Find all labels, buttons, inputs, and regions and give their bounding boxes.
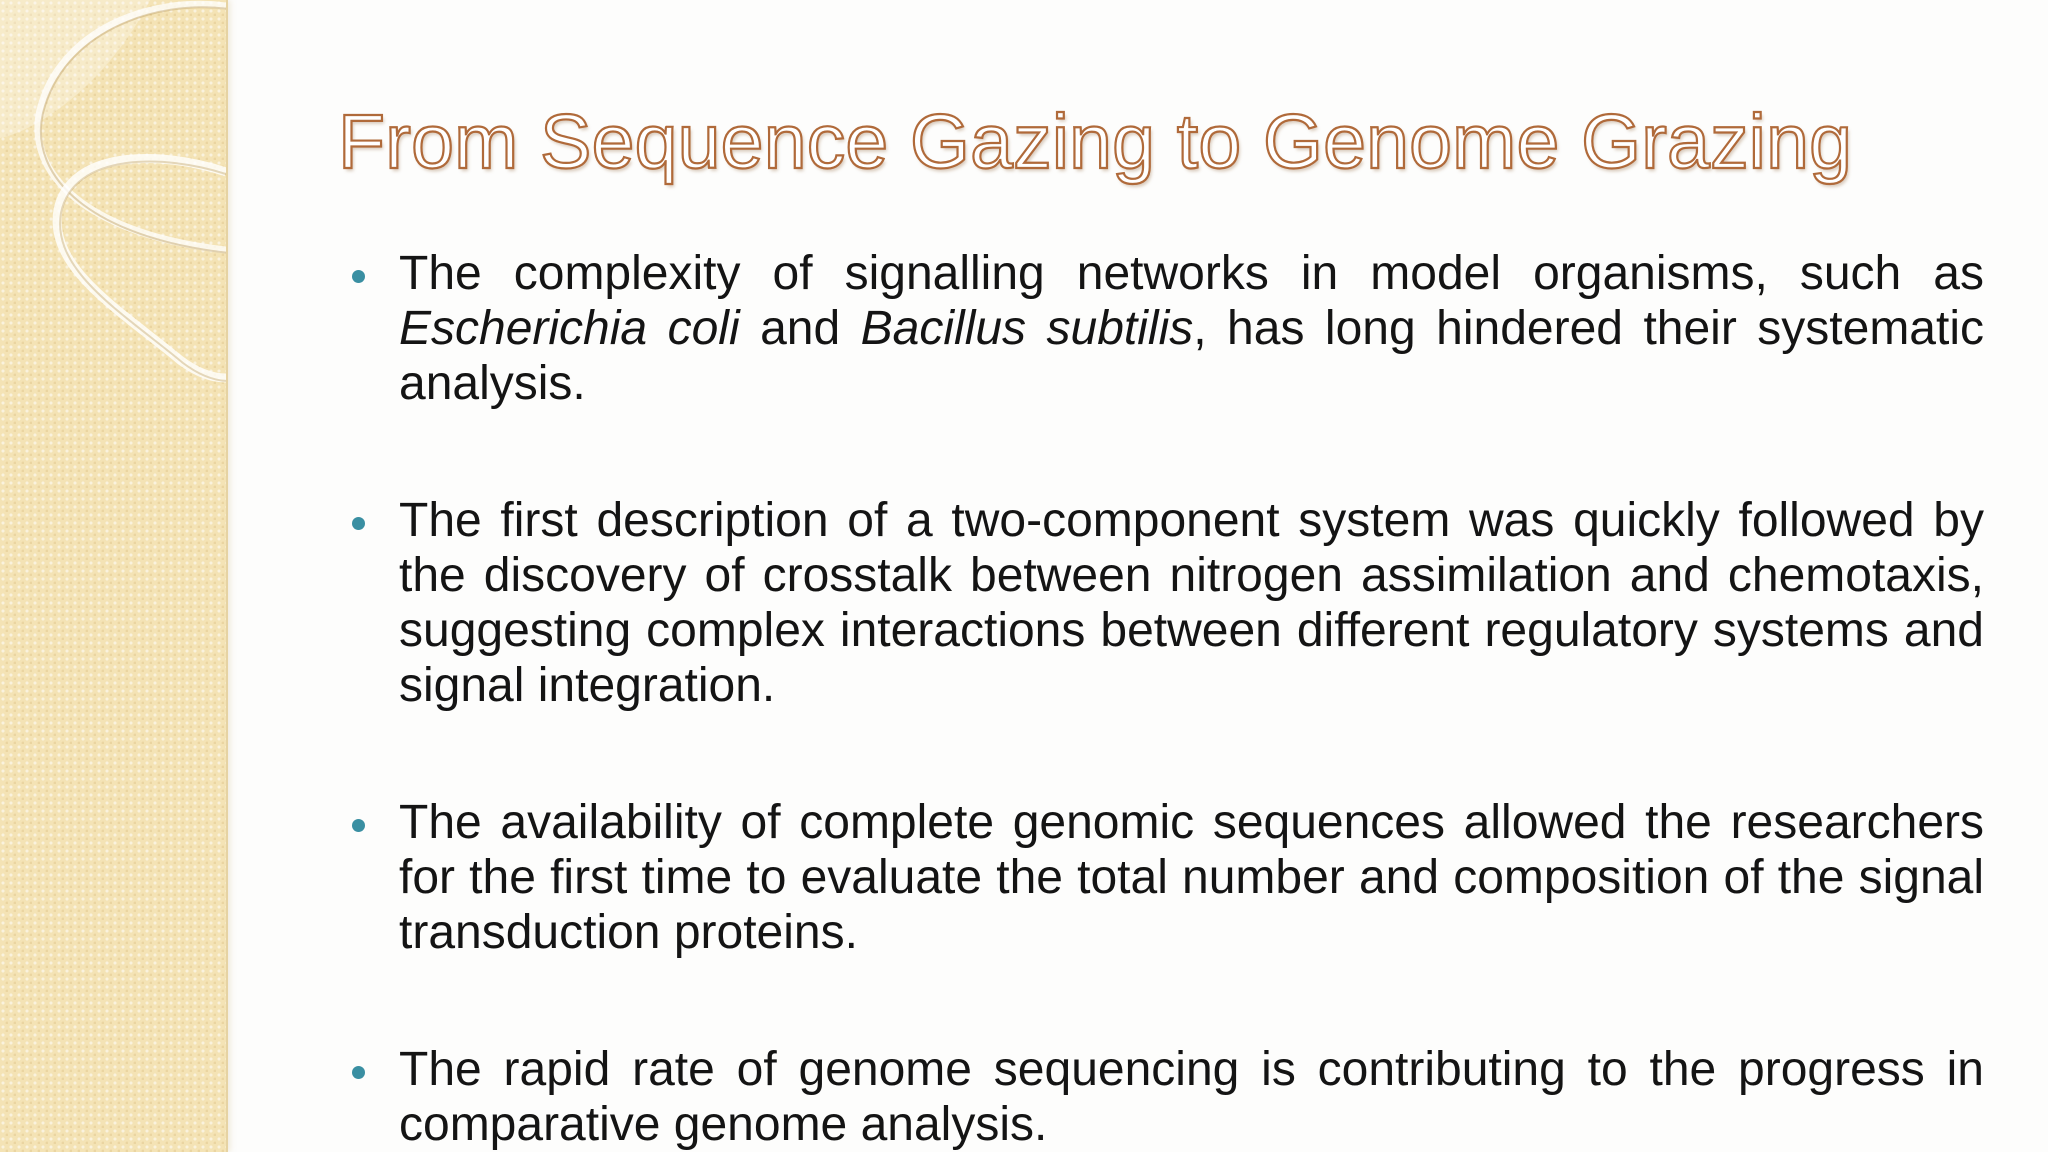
slide-title: From Sequence Gazing to Genome Grazing	[338, 99, 1853, 185]
bullet-icon	[352, 1066, 365, 1079]
decorative-rings	[0, 0, 226, 1152]
bullet-item	[352, 493, 1984, 713]
bullet-text: The rapid rate of genome sequencing is contributing to the progress in comparative genome analysis.	[399, 1043, 1984, 1151]
bullet-item	[352, 795, 1984, 960]
bullet-text: The first description of a two-component system was quickly followed by the discovery of crosstalk between nitrogen assimilation and chemotaxis, suggesting complex interactions between different regulatory systems and signal integration.	[399, 494, 1984, 712]
species-name: Bacillus subtilis	[860, 302, 1194, 355]
decorative-side-panel	[0, 0, 228, 1152]
bullet-text: The complexity of signalling networks in model organisms, such as Escherichia coli and Bacillus subtilis, has long hindered their systematic analysis.	[399, 247, 1985, 410]
bullet-icon	[352, 517, 365, 530]
bullet-text: The availability of complete genomic sequences allowed the researchers for the first time to evaluate the total number and composition of the signal transduction proteins.	[399, 796, 1984, 959]
bullet-list	[352, 246, 1984, 1152]
bullet-icon	[352, 819, 365, 832]
bullet-item	[352, 246, 1984, 411]
bullet-icon	[352, 270, 365, 283]
bullet-item	[352, 1042, 1984, 1152]
species-name: Escherichia coli	[399, 302, 740, 355]
